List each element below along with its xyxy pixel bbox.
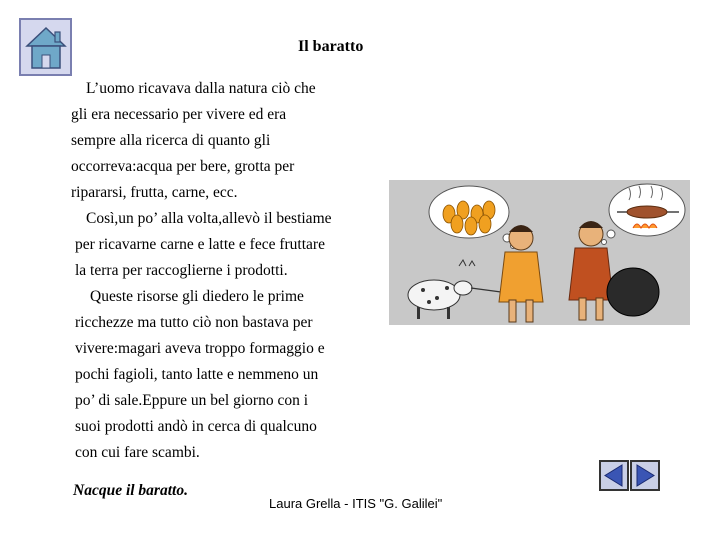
body-line: vivere:magari aveva troppo formaggio e	[75, 340, 325, 357]
body-line: sempre alla ricerca di quanto gli	[71, 132, 271, 149]
forward-button[interactable]	[630, 460, 660, 491]
home-button[interactable]	[19, 18, 72, 76]
barter-illustration	[389, 180, 690, 325]
body-line: Così,un po’ alla volta,allevò il bestiame	[86, 210, 332, 227]
back-button[interactable]	[599, 460, 629, 491]
thought-bubble-fruit	[429, 186, 516, 249]
body-line: po’ di sale.Eppure un bel giorno con i	[75, 392, 309, 409]
footer-credit: Laura Grella - ITIS "G. Galilei"	[269, 496, 443, 511]
sheep	[408, 260, 475, 319]
body-line: occorreva:acqua per bere, grotta per	[71, 158, 295, 175]
page-title: Il baratto	[298, 38, 364, 55]
body-line: ripararsi, frutta, carne, ecc.	[71, 184, 238, 201]
body-line: Queste risorse gli diedero le prime	[90, 288, 304, 305]
body-line: pochi fagioli, tanto latte e nemmeno un	[75, 366, 319, 383]
body-line: per ricavarne carne e latte e fece fruttare	[75, 236, 325, 253]
thought-bubble-meat	[602, 184, 686, 245]
forward-arrow-icon	[633, 463, 657, 488]
body-line: L’uomo ricavava dalla natura ciò che	[86, 80, 316, 97]
body-line: suoi prodotti andò in cerca di qualcuno	[75, 418, 317, 435]
body-line: ricchezze ma tutto ciò non bastava per	[75, 314, 313, 331]
body-line: con cui fare scambi.	[75, 444, 200, 461]
back-arrow-icon	[602, 463, 626, 488]
home-icon	[24, 24, 68, 72]
body-line: gli era necessario per vivere ed era	[71, 106, 287, 123]
body-line: la terra per raccoglierne i prodotti.	[75, 262, 288, 279]
closing-statement: Nacque il baratto.	[73, 482, 188, 499]
